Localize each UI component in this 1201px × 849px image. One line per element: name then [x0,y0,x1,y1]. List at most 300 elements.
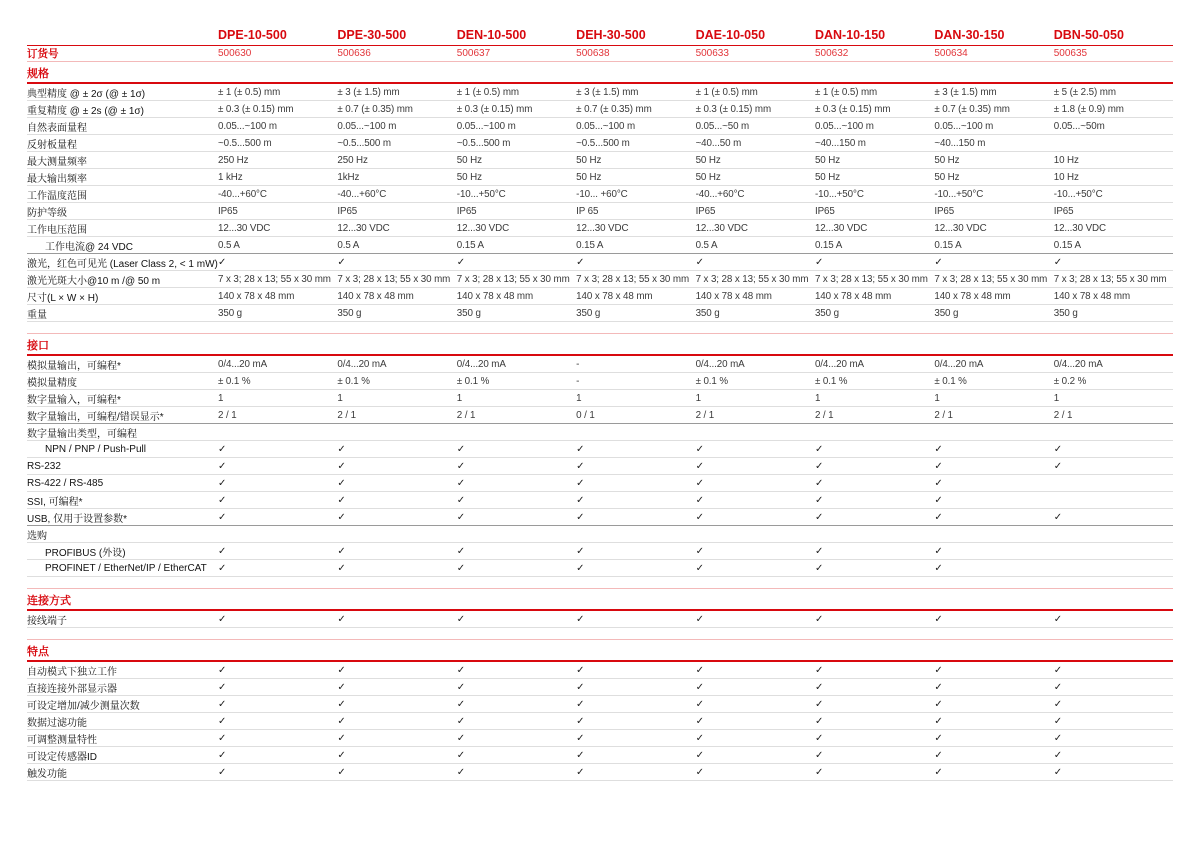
cell-value: 1 [337,392,343,404]
row-label: 防护等级 [27,207,67,219]
cell-value: 350 g [1053,307,1078,319]
row-label: PROFIBUS (外设) [45,547,126,559]
row-label: 可设定传感器ID [27,751,97,763]
check-icon: ✓ [934,511,943,523]
check-icon: ✓ [218,256,227,268]
cell-value: IP65 [218,205,238,217]
cell-value: - [576,375,580,387]
check-icon: ✓ [934,715,943,727]
cell-value: 1 [814,392,821,404]
spec-row [27,492,1173,509]
check-icon: ✓ [1053,749,1063,761]
cell-value: ~0.5...500 m [218,137,272,149]
cell-value: 7 x 3; 28 x 13; 55 x 30 mm [576,273,690,285]
product-header-row [27,24,1173,46]
cell-value: ± 5 (± 2.5) mm [1053,86,1116,98]
cell-value: 250 Hz [218,154,249,166]
cell-value: 2 / 1 [456,409,476,421]
check-icon: ✓ [456,545,466,557]
check-icon: ✓ [576,664,585,676]
check-icon: ✓ [456,613,466,625]
cell-value: 0.05...~50m [1053,120,1105,132]
cell-value: 50 Hz [456,154,482,166]
check-icon: ✓ [695,477,704,489]
cell-value: 0.5 A [337,239,360,251]
check-icon: ✓ [218,664,227,676]
check-icon: ✓ [576,460,585,472]
check-icon: ✓ [934,732,943,744]
cell-value: 50 Hz [576,154,602,166]
row-label: 数字量输出类型，可编程 [27,428,137,440]
order-number-value: 500637 [456,48,491,59]
cell-value: IP65 [1053,205,1074,217]
section-2 [27,333,1173,577]
cell-value: 350 g [456,307,481,319]
cell-value: -40...+60°C [218,188,267,200]
check-icon: ✓ [337,681,346,693]
row-label: 激光光斑大小@10 m /@ 50 m [27,275,161,287]
row-label: 数字量输出，可编程/错误显示* [27,411,164,423]
cell-value: IP 65 [576,205,599,217]
spec-row [27,237,1173,254]
check-icon: ✓ [934,443,943,455]
check-icon: ✓ [456,715,466,727]
check-icon: ✓ [695,664,704,676]
spec-row [27,441,1173,458]
check-icon: ✓ [218,477,227,489]
cell-value: ~0.5...500 m [576,137,630,149]
cell-value: 50 Hz [934,171,960,183]
cell-value: ± 3 (± 1.5) mm [576,86,639,98]
spec-row [27,696,1173,713]
check-icon: ✓ [814,613,824,625]
check-icon: ✓ [695,511,704,523]
check-icon: ✓ [1053,681,1063,693]
cell-value: IP65 [814,205,835,217]
cell-value: 7 x 3; 28 x 13; 55 x 30 mm [934,273,1048,285]
cell-value: ± 1 (± 0.5) mm [814,86,878,98]
check-icon: ✓ [1053,511,1063,523]
cell-value: 350 g [934,307,959,319]
cell-value: 1 [456,392,463,404]
order-number-value: 500630 [218,48,252,59]
check-icon: ✓ [695,613,704,625]
check-icon: ✓ [337,698,346,710]
check-icon: ✓ [934,562,943,574]
spec-row [27,730,1173,747]
check-icon: ✓ [695,460,704,472]
check-icon: ✓ [814,681,824,693]
cell-value: 0.05...~100 m [814,120,874,132]
cell-value: 0/4...20 mA [1053,358,1103,370]
order-number-value: 500635 [1053,48,1088,59]
cell-value: ± 1.8 (± 0.9) mm [1053,103,1124,115]
check-icon: ✓ [934,766,943,778]
product-name-header: DAN-30-150 [934,27,1005,42]
check-icon: ✓ [695,494,704,506]
cell-value: 12...30 VDC [934,222,987,234]
spec-row [27,220,1173,237]
check-icon: ✓ [456,562,466,574]
cell-value: IP65 [934,205,955,217]
check-icon: ✓ [456,443,466,455]
check-icon: ✓ [814,494,824,506]
spec-row [27,305,1173,322]
cell-value: 50 Hz [695,154,721,166]
product-name-header: DBN-50-050 [1053,27,1124,42]
check-icon: ✓ [218,681,227,693]
product-name-header: DEH-30-500 [576,27,646,42]
check-icon: ✓ [934,256,943,268]
check-icon: ✓ [218,749,227,761]
cell-value: 140 x 78 x 48 mm [814,290,892,302]
spec-row [27,679,1173,696]
check-icon: ✓ [814,256,824,268]
check-icon: ✓ [814,766,824,778]
check-icon: ✓ [337,749,346,761]
check-icon: ✓ [337,460,346,472]
cell-value: IP65 [456,205,477,217]
check-icon: ✓ [337,511,346,523]
cell-value: 1kHz [337,171,360,183]
cell-value: IP65 [695,205,716,217]
cell-value: 12...30 VDC [814,222,868,234]
cell-value: 140 x 78 x 48 mm [218,290,295,302]
check-icon: ✓ [695,443,704,455]
check-icon: ✓ [576,681,585,693]
check-icon: ✓ [814,698,824,710]
cell-value: ± 0.3 (± 0.15) mm [695,103,772,115]
spec-row [27,475,1173,492]
cell-value: 50 Hz [934,154,960,166]
check-icon: ✓ [576,732,585,744]
cell-value: ± 1 (± 0.5) mm [456,86,519,98]
check-icon: ✓ [934,494,943,506]
product-name-header: DAN-10-150 [814,27,886,42]
cell-value: 1 [1053,392,1060,404]
spec-row [27,203,1173,220]
cell-value: 7 x 3; 28 x 13; 55 x 30 mm [218,273,331,285]
cell-value: 2 / 1 [934,409,953,421]
row-label: 选购 [27,530,47,542]
check-icon: ✓ [1053,664,1063,676]
check-icon: ✓ [934,749,943,761]
cell-value: 7 x 3; 28 x 13; 55 x 30 mm [337,273,451,285]
cell-value: 2 / 1 [695,409,715,421]
cell-value: 50 Hz [576,171,602,183]
check-icon: ✓ [695,681,704,693]
check-icon: ✓ [576,443,585,455]
cell-value: 2 / 1 [1053,409,1073,421]
cell-value: ± 0.3 (± 0.15) mm [218,103,294,115]
check-icon: ✓ [456,494,466,506]
check-icon: ✓ [934,698,943,710]
check-icon: ✓ [934,545,943,557]
cell-value: 2 / 1 [814,409,834,421]
cell-value: ± 0.1 % [695,375,729,387]
cell-value: ~40...150 m [814,137,866,149]
cell-value: 1 [695,392,701,404]
check-icon: ✓ [218,545,227,557]
check-icon: ✓ [337,715,346,727]
check-icon: ✓ [337,766,346,778]
check-icon: ✓ [576,715,585,727]
row-label: 工作电压范围 [27,224,87,236]
cell-value: 12...30 VDC [1053,222,1107,234]
cell-value: 2 / 1 [337,409,356,421]
cell-value: 140 x 78 x 48 mm [934,290,1011,302]
cell-value: ± 0.3 (± 0.15) mm [814,103,891,115]
check-icon: ✓ [1053,766,1063,778]
row-label: 模拟量精度 [27,377,77,389]
spec-comparison-table [27,24,1173,781]
cell-value: 7 x 3; 28 x 13; 55 x 30 mm [814,273,928,285]
check-icon: ✓ [218,715,227,727]
cell-value: 0/4...20 mA [814,358,864,370]
cell-value: 10 Hz [1053,171,1079,183]
cell-value: 12...30 VDC [695,222,748,234]
check-icon: ✓ [1053,732,1063,744]
check-icon: ✓ [576,511,585,523]
row-label: SSI, 可编程* [27,496,83,508]
check-icon: ✓ [695,766,704,778]
spec-row [27,458,1173,475]
check-icon: ✓ [695,562,704,574]
check-icon: ✓ [934,613,943,625]
cell-value: ~0.5...500 m [337,137,391,149]
row-label: RS-232 [27,460,61,472]
spec-row [27,713,1173,730]
check-icon: ✓ [337,256,346,268]
check-icon: ✓ [814,477,824,489]
check-icon: ✓ [1053,256,1063,268]
order-number-value: 500638 [576,48,610,59]
cell-value: 0.15 A [814,239,843,251]
cell-value: 140 x 78 x 48 mm [695,290,772,302]
row-label: 可调整测量特性 [27,734,97,746]
cell-value: 0.05...~100 m [934,120,994,132]
check-icon: ✓ [576,494,585,506]
row-label: 重量 [27,309,47,321]
row-label: 反射板量程 [27,139,77,151]
cell-value: ± 0.1 % [456,375,490,387]
check-icon: ✓ [337,664,346,676]
spec-row [27,373,1173,390]
spec-row [27,662,1173,679]
cell-value: 0.15 A [456,239,484,251]
spec-row [27,509,1173,526]
cell-value: 50 Hz [814,171,841,183]
check-icon: ✓ [337,494,346,506]
spec-row [27,254,1173,271]
check-icon: ✓ [337,443,346,455]
cell-value: 2 / 1 [218,409,237,421]
check-icon: ✓ [337,562,346,574]
order-number-value: 500633 [695,48,729,59]
spec-row [27,288,1173,305]
row-label: NPN / PNP / Push-Pull [45,443,146,455]
row-label: RS-422 / RS-485 [27,477,104,489]
cell-value: ± 0.3 (± 0.15) mm [456,103,533,115]
check-icon: ✓ [695,256,704,268]
check-icon: ✓ [814,460,824,472]
check-icon: ✓ [1053,443,1063,455]
cell-value: 7 x 3; 28 x 13; 55 x 30 mm [456,273,570,285]
check-icon: ✓ [576,613,585,625]
product-name-header: DPE-30-500 [337,27,407,42]
check-icon: ✓ [695,545,704,557]
check-icon: ✓ [456,698,466,710]
cell-value: 1 [934,392,940,404]
section-4 [27,639,1173,781]
order-number-value: 500636 [337,48,371,59]
check-icon: ✓ [934,460,943,472]
check-icon: ✓ [218,562,227,574]
cell-value: 0.5 A [218,239,240,251]
check-icon: ✓ [337,545,346,557]
check-icon: ✓ [456,732,466,744]
check-icon: ✓ [218,460,227,472]
check-icon: ✓ [814,732,824,744]
check-icon: ✓ [337,732,346,744]
cell-value: ± 3 (± 1.5) mm [337,86,400,98]
cell-value: -10...+50°C [456,188,506,200]
check-icon: ✓ [576,477,585,489]
check-icon: ✓ [456,681,466,693]
cell-value: ± 0.1 % [934,375,967,387]
check-icon: ✓ [695,715,704,727]
spec-row [27,135,1173,152]
check-icon: ✓ [456,460,466,472]
row-label: 重复精度 @ ± 2s (@ ± 1σ) [27,105,144,117]
cell-value: 12...30 VDC [456,222,510,234]
spec-row [27,118,1173,135]
row-label: 数字量输入，可编程* [27,394,121,406]
cell-value: ± 0.7 (± 0.35) mm [934,103,1010,115]
spec-row [27,152,1173,169]
product-name-header: DEN-10-500 [456,27,527,42]
order-number-value: 500634 [934,48,968,59]
row-label: 最大测量频率 [27,156,87,168]
cell-value: 0/4...20 mA [337,358,387,370]
row-label: 工作电流@ 24 VDC [45,241,133,253]
cell-value: ± 0.1 % [337,375,370,387]
check-icon: ✓ [456,256,466,268]
spec-row [27,101,1173,118]
row-label: 自然表面量程 [27,122,87,134]
check-icon: ✓ [218,698,227,710]
cell-value: 350 g [814,307,839,319]
check-icon: ✓ [814,443,824,455]
product-name-header: DPE-10-500 [218,27,287,42]
check-icon: ✓ [218,732,227,744]
check-icon: ✓ [576,698,585,710]
spec-row [27,186,1173,203]
cell-value: 140 x 78 x 48 mm [456,290,534,302]
cell-value: 0/4...20 mA [934,358,984,370]
check-icon: ✓ [695,732,704,744]
cell-value: 0.05...~100 m [218,120,277,132]
check-icon: ✓ [695,749,704,761]
check-icon: ✓ [814,664,824,676]
cell-value: 350 g [218,307,243,319]
check-icon: ✓ [456,477,466,489]
row-label: 接线端子 [27,615,67,627]
row-label: 自动模式下独立工作 [27,666,117,678]
cell-value: ± 0.1 % [814,375,848,387]
cell-value: 0.15 A [934,239,962,251]
cell-value: IP65 [337,205,358,217]
check-icon: ✓ [1053,698,1063,710]
cell-value: 50 Hz [814,154,841,166]
cell-value: -10...+50°C [934,188,984,200]
cell-value: 0.15 A [576,239,604,251]
row-label: USB, 仅用于设置参数* [27,513,128,525]
check-icon: ✓ [814,749,824,761]
check-icon: ✓ [456,766,466,778]
check-icon: ✓ [218,443,227,455]
cell-value: 0.05...~100 m [576,120,636,132]
row-label: 直接连接外部显示器 [27,683,117,695]
check-icon: ✓ [456,664,466,676]
cell-value: 50 Hz [456,171,482,183]
cell-value: 1 [576,392,582,404]
cell-value: 50 Hz [695,171,721,183]
spec-row [27,169,1173,186]
spec-row [27,611,1173,628]
order-number-label: 订货号 [27,48,59,60]
cell-value: 0 / 1 [576,409,595,421]
cell-value: ± 3 (± 1.5) mm [934,86,997,98]
cell-value: 12...30 VDC [337,222,390,234]
check-icon: ✓ [576,545,585,557]
cell-value: 350 g [337,307,362,319]
spec-row [27,356,1173,373]
check-icon: ✓ [218,766,227,778]
cell-value: ± 0.7 (± 0.35) mm [337,103,413,115]
cell-value: 350 g [576,307,601,319]
check-icon: ✓ [337,613,346,625]
section-3 [27,588,1173,628]
cell-value: 250 Hz [337,154,368,166]
cell-value: 12...30 VDC [218,222,271,234]
check-icon: ✓ [456,749,466,761]
cell-value: ~40...150 m [934,137,986,149]
check-icon: ✓ [814,545,824,557]
cell-value: 7 x 3; 28 x 13; 55 x 30 mm [1053,273,1167,285]
spec-row [27,543,1173,560]
spec-row [27,747,1173,764]
cell-value: -10... +60°C [576,188,628,200]
cell-value: 140 x 78 x 48 mm [576,290,653,302]
cell-value: 0/4...20 mA [218,358,267,370]
section-1 [27,65,1173,322]
check-icon: ✓ [576,256,585,268]
cell-value: 0.05...~100 m [337,120,397,132]
cell-value: ± 0.7 (± 0.35) mm [576,103,652,115]
cell-value: -10...+50°C [1053,188,1103,200]
spec-row [27,764,1173,781]
section-title: 规格 [27,67,1173,84]
spec-row [27,407,1173,424]
row-label: 激光，红色可见光 (Laser Class 2, < 1 mW) [27,258,218,270]
check-icon: ✓ [934,477,943,489]
cell-value: 0.15 A [1053,239,1081,251]
check-icon: ✓ [934,664,943,676]
cell-value: ~0.5...500 m [456,137,511,149]
cell-value: -40...+60°C [337,188,387,200]
product-name-header: DAE-10-050 [695,27,766,42]
